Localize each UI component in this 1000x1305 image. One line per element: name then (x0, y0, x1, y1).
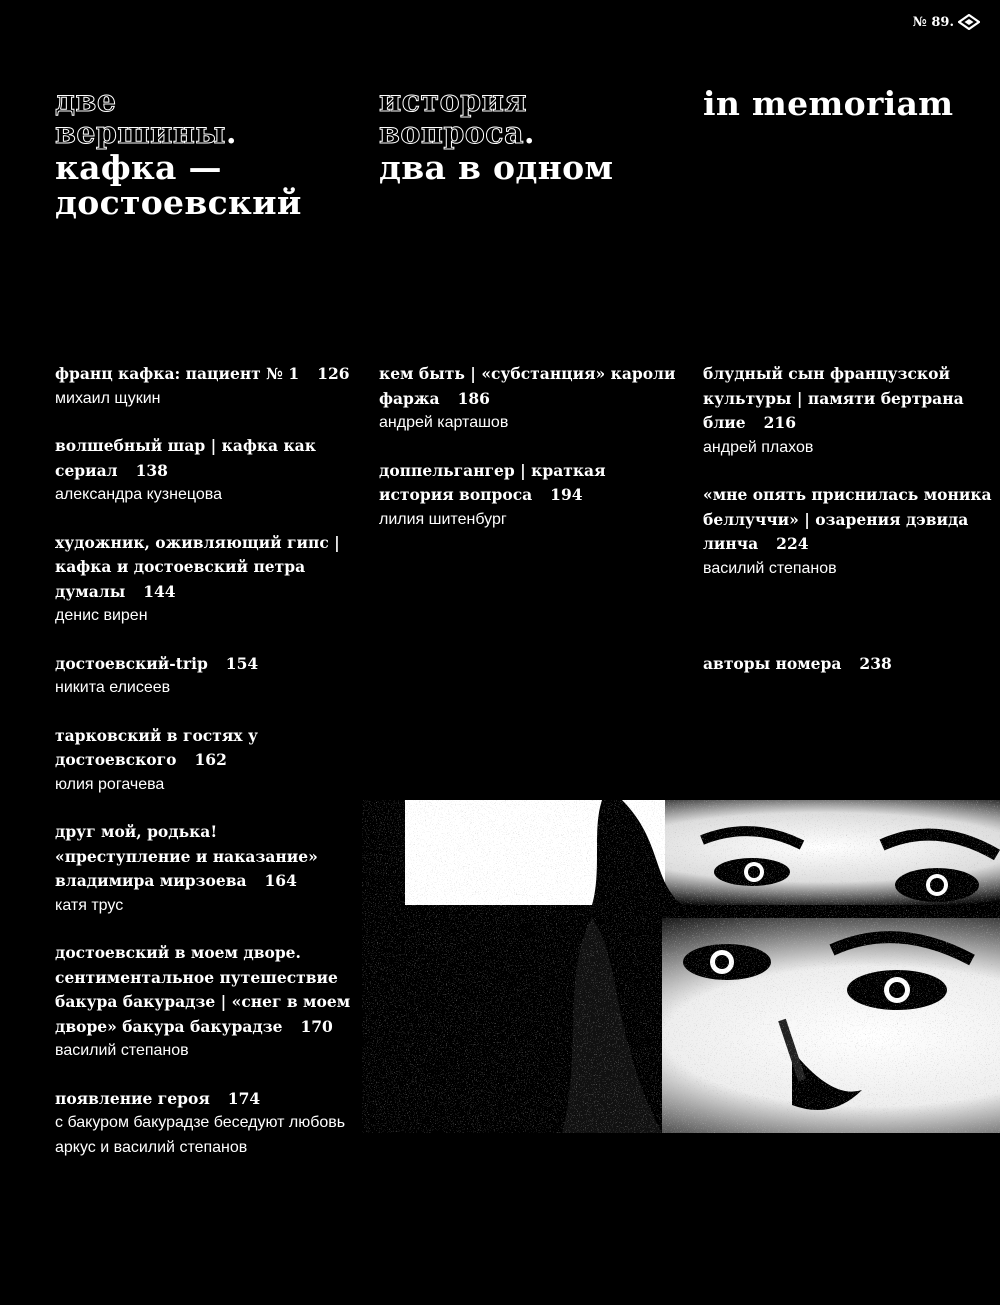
entry-author: василий степанов (703, 559, 837, 577)
entry-author: андрей карташов (379, 414, 509, 431)
heading-outline-line-1: две (55, 84, 117, 119)
entry-title: художник, оживляющий гипс | кафка и достоевский петра думалы (55, 532, 340, 601)
magazine-logo-icon (958, 14, 980, 30)
entry-page: 138 (135, 460, 168, 480)
toc-list (379, 362, 679, 555)
heading-solid-line-1: in memoriam (703, 84, 954, 123)
entry-title: доппельгангер | краткая история вопроса (379, 460, 606, 504)
issue-number (913, 14, 980, 30)
toc-entry[interactable] (379, 459, 679, 533)
entry-title: франц кафка: пациент № 1 (55, 364, 300, 383)
toc-entry[interactable] (703, 483, 993, 581)
section-in-memoriam (703, 84, 993, 673)
heading-solid-line-1: два в одном (379, 148, 614, 187)
section-heading (379, 86, 679, 266)
entry-title: блудный сын французской культуры | памяти бертрана блие (703, 364, 964, 432)
heading-solid-line-1: кафка — (55, 148, 222, 187)
entry-title: «мне опять приснилась моника беллуччи» | озарения дэвида линча (703, 485, 992, 553)
photo-collage (362, 800, 1000, 1133)
heading-solid-line-2: достоевский (55, 183, 302, 222)
entry-title: кем быть | «субстанция» кароли фаржа (379, 364, 676, 408)
entry-page: 164 (264, 871, 297, 890)
entry-title: тарковский в гостях у достоевского (55, 725, 258, 769)
toc-entry[interactable] (55, 362, 355, 411)
section-heading (55, 86, 355, 266)
toc-entry[interactable] (55, 652, 355, 701)
entry-page: 186 (457, 388, 490, 408)
entry-author: катя трус (55, 896, 124, 914)
entry-title: достоевский в моем дворе. сентиментальное путешествие бакура бакурадзе | «снег в моем дворе» бакура бакурадзе (55, 943, 351, 1036)
entry-page: 170 (300, 1016, 333, 1036)
entry-author: денис вирен (55, 607, 148, 624)
toc-list (703, 362, 993, 700)
entry-page: 238 (859, 654, 892, 673)
entry-page: 154 (225, 653, 259, 673)
entry-page: 144 (143, 581, 176, 601)
entry-page: 126 (317, 364, 350, 383)
heading-outline-line-1: история (379, 84, 528, 119)
faces-photo-icon (362, 800, 1000, 1133)
section-two-peaks (55, 84, 355, 1156)
entry-title: друг мой, родька! «преступление и наказание» владимира мирзоева (55, 822, 318, 890)
entry-page: 224 (776, 534, 809, 553)
entry-author: с бакуром бакурадзе беседуют любовь аркус и василий степанов (55, 1114, 346, 1156)
entry-title: авторы номера (703, 654, 842, 673)
toc-entry-authors[interactable] (703, 652, 993, 677)
toc-entry[interactable] (55, 941, 355, 1064)
entry-page: 216 (763, 413, 796, 432)
entry-title: достоевский-trip (55, 653, 208, 673)
section-history (379, 84, 679, 528)
toc-entry[interactable] (55, 1087, 355, 1161)
section-heading (703, 86, 993, 266)
toc-list (55, 362, 355, 1183)
entry-author: юлия рогачева (55, 775, 165, 793)
toc-entry[interactable] (703, 362, 993, 460)
toc-entry[interactable] (55, 820, 355, 918)
entry-title: волшебный шар | кафка как сериал (55, 436, 316, 480)
toc-entry[interactable] (379, 362, 679, 436)
toc-entry[interactable] (55, 724, 355, 798)
entry-author: никита елисеев (55, 679, 171, 696)
toc-entry[interactable] (55, 531, 355, 629)
issue-number-text: № 89. (912, 14, 954, 30)
entry-page: 174 (227, 1088, 261, 1108)
entry-author: андрей плахов (703, 438, 814, 456)
entry-title: появление героя (55, 1088, 210, 1108)
heading-outline-line-2: вершины. (55, 116, 237, 151)
entry-page: 194 (550, 485, 583, 504)
entry-page: 162 (194, 750, 227, 769)
entry-author: александра кузнецова (55, 486, 222, 503)
spacer (703, 604, 993, 652)
heading-outline-line-2: вопроса. (379, 116, 535, 151)
entry-author: василий степанов (55, 1042, 189, 1059)
entry-author: лилия шитенбург (379, 510, 507, 528)
toc-entry[interactable] (55, 434, 355, 508)
entry-author: михаил щукин (55, 389, 161, 407)
